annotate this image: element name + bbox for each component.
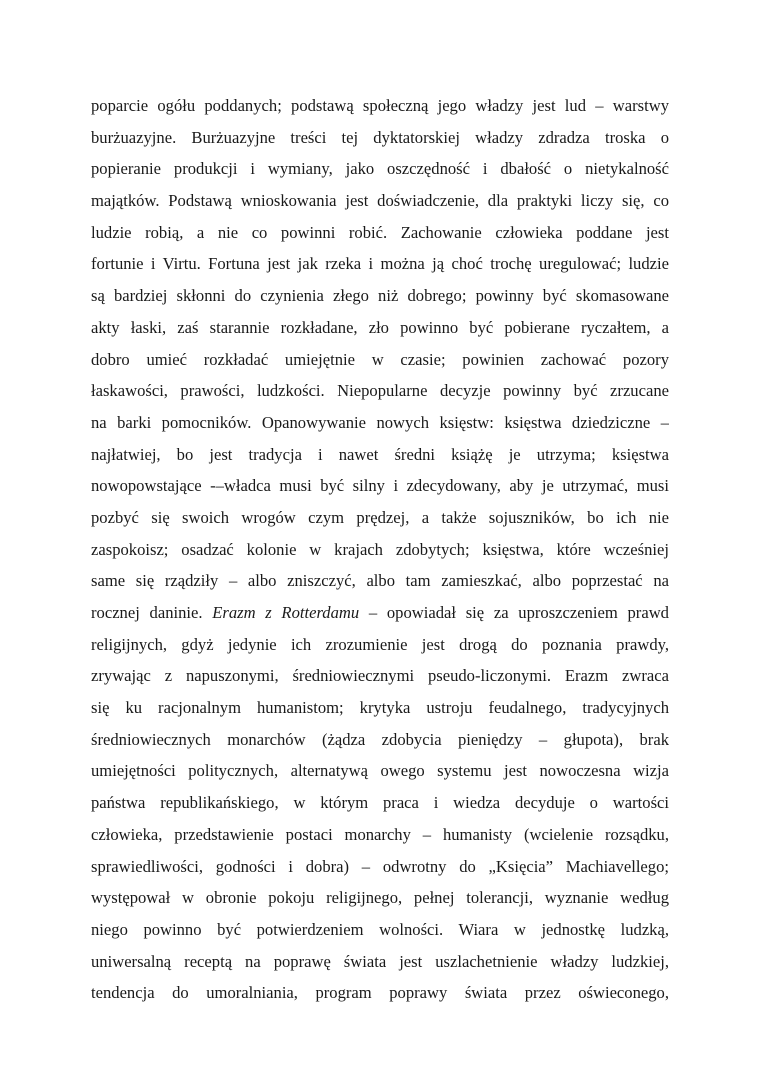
text-line: występował w obronie pokoju religijnego, pełnej tolerancji, wyznanie według [91,888,669,908]
text-line: burżuazyjne. Burżuazyjne treści tej dyktatorskiej władzy zdradza troska o [91,127,669,147]
text-line: fortunie i Virtu. Fortuna jest jak rzeka i można ją choć trochę uregulować; ludzie [91,254,669,274]
text-line: religijnych, gdyż jedynie ich zrozumienie jest drogą do poznania prawdy, [91,634,669,654]
text-line: same się rządziły – albo zniszczyć, albo tam zamieszkać, albo poprzestać na [91,571,669,591]
text-line: się ku racjonalnym humanistom; krytyka ustroju feudalnego, tradycyjnych [91,698,669,718]
text-line: państwa republikańskiego, w którym praca i wiedza decyduje o wartości [91,793,669,813]
text-line: zaspokoisz; osadzać kolonie w krajach zdobytych; księstwa, które wcześniej [91,539,669,559]
text-line: poparcie ogółu poddanych; podstawą społeczną jego władzy jest lud – warstwy [91,96,669,115]
text-line: zrywając z napuszonymi, średniowiecznymi pseudo-liczonymi. Erazm zwraca [91,666,669,686]
text-line: umiejętności politycznych, alternatywą owego systemu jest nowoczesna wizja [91,761,669,781]
text-line: nowopowstające -–władca musi być silny i zdecydowany, aby je utrzymać, musi [91,476,669,496]
text-line: pozbyć się swoich wrogów czym prędzej, a także sojuszników, bo ich nie [91,507,669,527]
text-line-with-italic [91,597,669,629]
text-segment: rocznej daninie. [91,603,213,622]
text-segment: – opowiadał się za uproszczeniem prawd [359,603,669,622]
italic-author-name: Erazm z Rotterdamu [212,603,360,622]
text-line: sprawiedliwości, godności i dobra) – odwrotny do „Księcia” Machiavellego; [91,856,669,876]
text-line: akty łaski, zaś starannie rozkładane, zło powinno być pobierane ryczałtem, a [91,317,669,337]
document-body [91,90,669,1009]
text-line: najłatwiej, bo jest tradycja i nawet średni książę je utrzyma; księstwa [91,444,669,464]
text-line: na barki pomocników. Opanowywanie nowych księstw: księstwa dziedziczne – [91,412,669,432]
text-line: są bardziej skłonni do czynienia złego niż dobrego; powinny być skomasowane [91,286,669,306]
text-line: popieranie produkcji i wymiany, jako oszczędność i dbałość o nietykalność [91,159,669,179]
text-line: tendencja do umoralniania, program poprawy świata przez oświeconego, [91,983,669,1003]
text-line: średniowiecznych monarchów (żądza zdobycia pieniędzy – głupota), brak [91,729,669,749]
text-line: dobro umieć rozkładać umiejętnie w czasie; powinien zachować pozory [91,349,669,369]
text-line: niego powinno być potwierdzeniem wolności. Wiara w jednostkę ludzką, [91,919,669,939]
text-line: łaskawości, prawości, ludzkości. Niepopularne decyzje powinny być zrzucane [91,381,669,401]
text-line: uniwersalną receptą na poprawę świata jest uszlachetnienie władzy ludzkiej, [91,951,669,971]
text-line: majątków. Podstawą wnioskowania jest doświadczenie, dla praktyki liczy się, co [91,191,669,211]
text-line: człowieka, przedstawienie postaci monarchy – humanisty (wcielenie rozsądku, [91,824,669,844]
text-line: ludzie robią, a nie co powinni robić. Zachowanie człowieka poddane jest [91,222,669,242]
